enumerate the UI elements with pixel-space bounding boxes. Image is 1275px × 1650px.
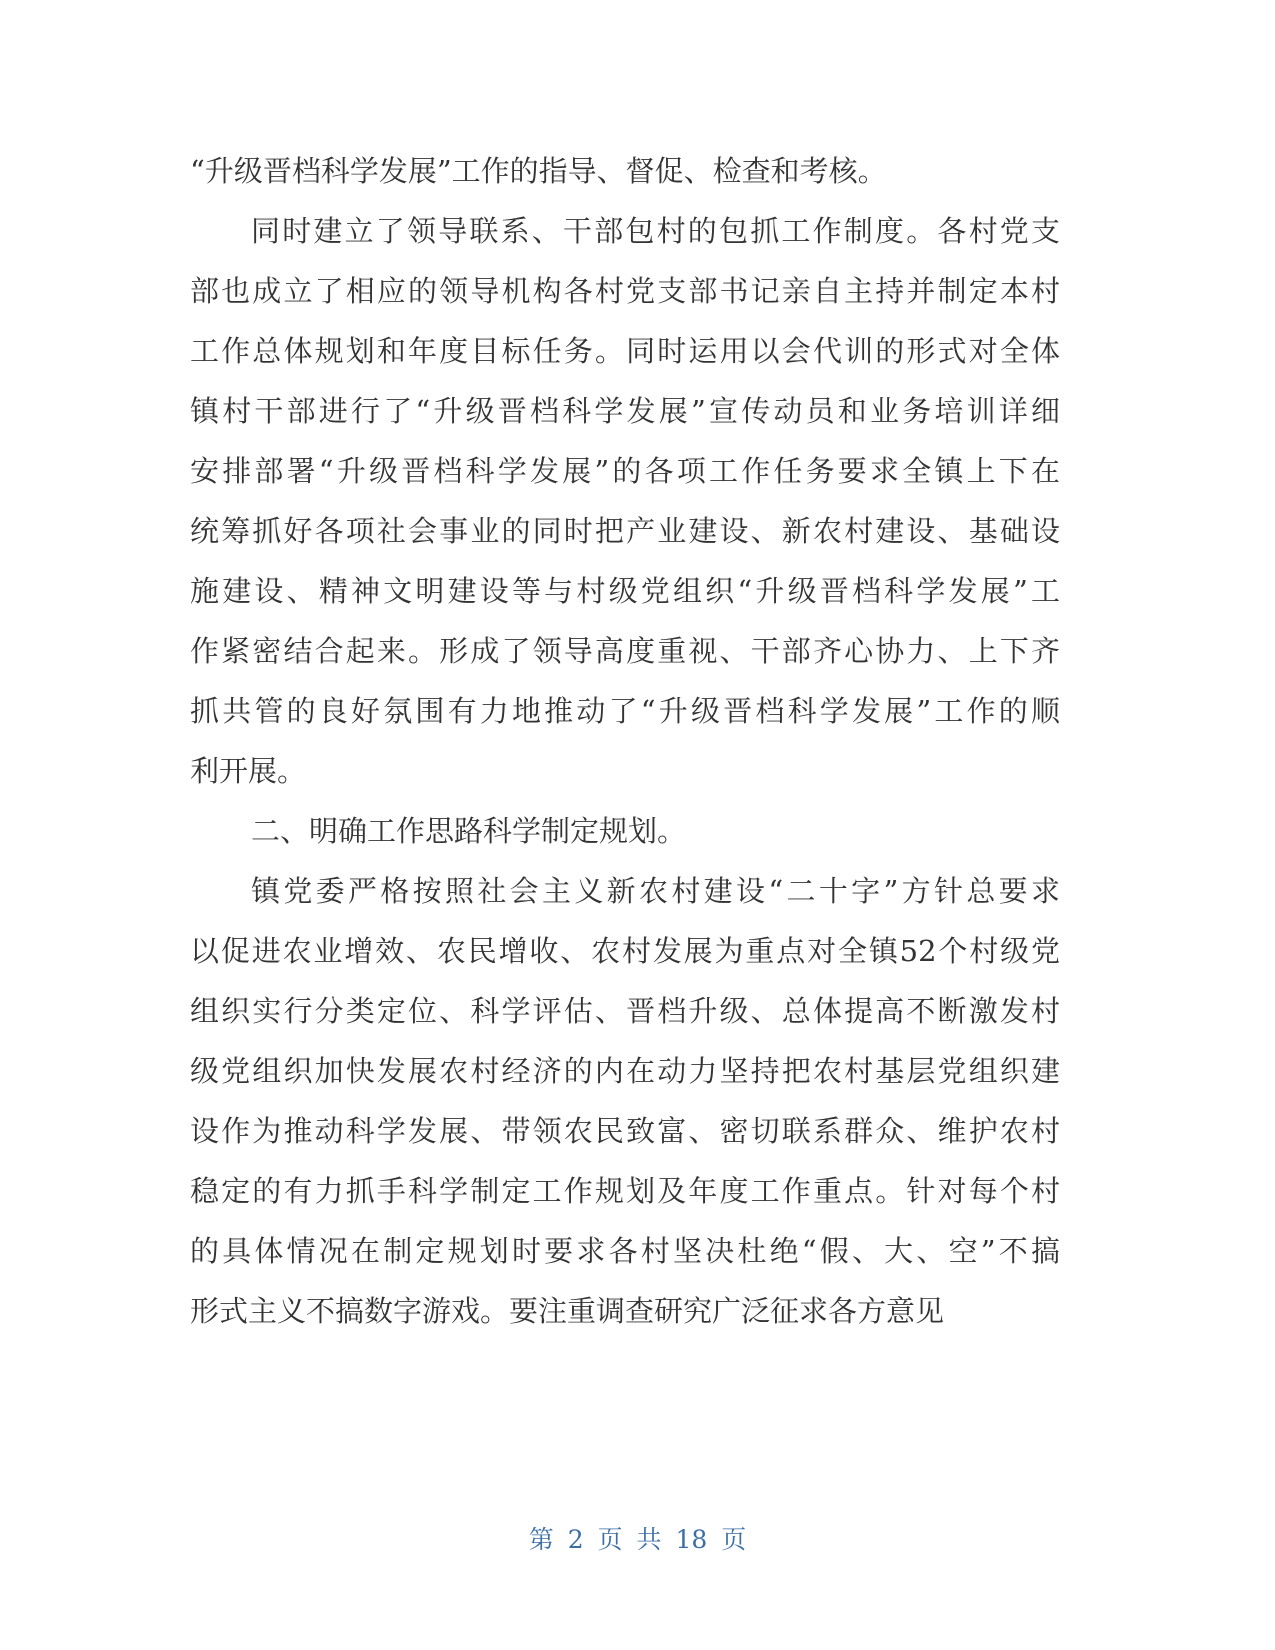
text-line: 作紧密结合起来。形成了领导高度重视、干部齐心协力、上下齐 bbox=[190, 634, 1060, 668]
text-line: 施建设、精神文明建设等与村级党组织“升级晋档科学发展”工 bbox=[190, 574, 1060, 608]
text-line: 部也成立了相应的领导机构各村党支部书记亲自主持并制定本村 bbox=[190, 274, 1060, 308]
text-line: “升级晋档科学发展”工作的指导、督促、检查和考核。 bbox=[190, 154, 887, 188]
text-line: 的具体情况在制定规划时要求各村坚决杜绝“假、大、空”不搞 bbox=[190, 1234, 1060, 1268]
section-heading: 二、明确工作思路科学制定规划。 bbox=[251, 814, 687, 848]
text-line: 工作总体规划和年度目标任务。同时运用以会代训的形式对全体 bbox=[190, 334, 1060, 368]
text-line: 组织实行分类定位、科学评估、晋档升级、总体提高不断激发村 bbox=[190, 994, 1060, 1028]
paragraph-start-line: 同时建立了领导联系、干部包村的包抓工作制度。各村党支 bbox=[251, 214, 1060, 248]
text-line: 稳定的有力抓手科学制定工作规划及年度工作重点。针对每个村 bbox=[190, 1174, 1060, 1208]
text-line: 利开展。 bbox=[190, 754, 307, 788]
text-line: 以促进农业增效、农民增收、农村发展为重点对全镇52个村级党 bbox=[190, 934, 1060, 968]
text-line: 镇村干部进行了“升级晋档科学发展”宣传动员和业务培训详细 bbox=[190, 394, 1060, 428]
text-line: 形式主义不搞数字游戏。要注重调查研究广泛征求各方意见 bbox=[190, 1294, 945, 1328]
text-line: 级党组织加快发展农村经济的内在动力坚持把农村基层党组织建 bbox=[190, 1054, 1060, 1088]
paragraph-start-line: 镇党委严格按照社会主义新农村建设“二十字”方针总要求 bbox=[251, 874, 1060, 908]
text-line: 抓共管的良好氛围有力地推动了“升级晋档科学发展”工作的顺 bbox=[190, 694, 1060, 728]
text-line: 统筹抓好各项社会事业的同时把产业建设、新农村建设、基础设 bbox=[190, 514, 1060, 548]
document-body bbox=[190, 141, 1060, 1341]
text-line: 安排部署“升级晋档科学发展”的各项工作任务要求全镇上下在 bbox=[190, 454, 1060, 488]
page-number: 第 2 页 共 18 页 bbox=[528, 1525, 747, 1554]
text-line: 设作为推动科学发展、带领农民致富、密切联系群众、维护农村 bbox=[190, 1114, 1060, 1148]
